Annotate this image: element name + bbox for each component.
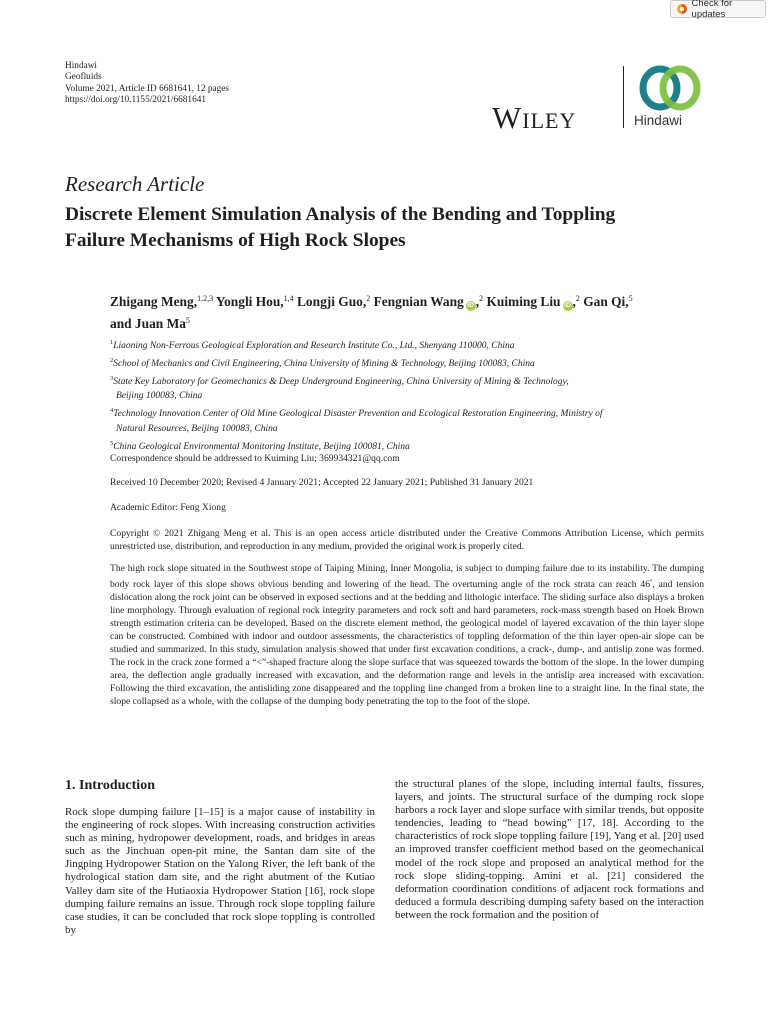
affiliation: $^3$State Key Laboratory for Geomechanics & Deep Underground Engineering, China University of Mining & Technology, <box>110 374 569 387</box>
author[interactable]: Fengnian Wang iD ,$^2$ <box>373 294 484 309</box>
orcid-icon[interactable]: iD <box>564 302 572 309</box>
copyright-notice: Copyright © 2021 Zhigang Meng et al. This is an open access article distributed under the Creative Commons Attribution License, which permits unrestricted use, distribution, and reproduction in any medium, provided the original work is properly cited. <box>110 528 704 552</box>
author[interactable]: Zhigang Meng,$^{1,2,3}$ <box>110 294 214 309</box>
publication-dates: Received 10 December 2020; Revised 4 January 2021; Accepted 22 January 2021; Published 31 January 2021 <box>110 477 534 488</box>
affiliation: $^5$China Geological Environmental Monitoring Institute, Beijing 100081, China <box>110 439 410 452</box>
academic-editor: Academic Editor: Feng Xiong <box>110 502 226 513</box>
hindawi-logo-icon <box>636 64 704 112</box>
correspondence: Correspondence should be addressed to Kuiming Liu; 369934321@qq.com <box>110 453 400 464</box>
author[interactable]: Yongli Hou,$^{1,4}$ <box>215 294 294 309</box>
article-title: Discrete Element Simulation Analysis of the Bending and Toppling Failure Mechanisms of High Rock Slopes <box>65 204 616 251</box>
article-type: Research Article <box>65 172 205 196</box>
affiliation-continuation: Natural Resources, Beijing 100083, China <box>116 423 278 434</box>
crossmark-icon <box>677 4 687 14</box>
check-for-updates-label: Check for updates <box>691 0 733 20</box>
abstract: The high rock slope situated in the Southwest stope of Taiping Mining, Inner Mongolia, is subject to dumping failure due to its instability. The dumping body rock layer of this slope shows obvious bending and lowering of the head. The overturning angle of the rock strata can reach 46°, and tension dislocation along the rock joint can be observed in exposed sections and at the bedding and lithologic interface. The sliding surface also displays a broken line morphology. Through evaluation of regional rock integrity parameters and rock soft and hard parameters, rock-mass strength based on Hoek Brown strength estimation criteria can be developed. Based on the discrete element method, the geological model of layered excavation of the thin layer slope can be constructed. Combined with indoor and outdoor assessments, the characteristics of toppling deformation of the thin layer open-air slope can be studied and summarized. In this study, simulation analysis showed that under first excavation conditions, a crack-, dump-, and antislip zone was formed. The rock in the crack zone formed a “<”-shaped fracture along the slope surface that was squeezed towards the bottom of the slope. In the lower dumping area, the deflection angle gradually increased with excavation, and the deformation range and levels in the antislip area increased with excavation. Following the third excavation, the antisliding zone disappeared and the toppling line changed from a broken line to a straight line. In the final state, the slope collapsed as a whole, with the collapse of the dumping body penetrating the top to the foot of the slope. <box>110 563 704 707</box>
journal-meta <box>65 61 229 107</box>
affiliation-continuation: Beijing 100083, China <box>116 391 203 402</box>
hindawi-logo-text: Hindawi <box>634 113 683 128</box>
section-heading: 1. Introduction <box>65 778 155 793</box>
check-for-updates-badge[interactable] <box>670 0 766 18</box>
author[interactable]: Longji Guo,$^2$ <box>297 294 371 309</box>
wiley-logo: Wiley <box>492 100 577 135</box>
author[interactable]: and Juan Ma$^5$ <box>110 315 190 331</box>
logo-divider <box>623 66 624 128</box>
affiliation: $^4$Technology Innovation Center of Old Mine Geological Disaster Prevention and Ecological Restoration Engineering, Ministry of <box>110 407 603 420</box>
affiliation: $^1$Liaoning Non-Ferrous Geological Exploration and Research Institute Co., Ltd., Shenyang 110000, China <box>110 339 515 351</box>
author[interactable]: Gan Qi,$^5$ <box>583 294 633 309</box>
body-text-left-column: Rock slope dumping failure [1–15] is a major cause of instability in the engineering of rock slopes. With increasing construction activities such as mining, hydropower development, roads, and bridges in areas such as the Jinchuan open-pit mine, the Santan dam site of the Jingping Hydropower Station on the Yalong River, the left bank of the hydrological station dam site, and the right abutment of the Kutiao Valley dam site of the Hutiaoxia Hydropower Station [16], rock slope dumping failure remains an issue. Through rock slope toppling failure case studies, it can be concluded that rock slope toppling is controlled by <box>65 806 375 936</box>
publisher-name: Hindawi <box>65 61 98 71</box>
author-list <box>110 290 710 333</box>
journal-name: Geofluids <box>65 72 102 83</box>
affiliation: $^2$School of Mechanics and Civil Engineering, China University of Mining & Technology, Beijing 100083, China <box>110 356 535 369</box>
body-text-right-column: the structural planes of the slope, including internal faults, fissures, layers, and joints. The structural surface of the dumping rock slope harbors a rock layer and slope surface with similar trends, but opposite tendencies, leading to “head bowing” [17, 18]. According to the characteristics of rock slope toppling failure [19], Yang et al. [20] used an improved transfer coefficient method based on the geomechanical model of the rock slope and proposed an analytical method for the rock slope sliding-topping. Amini et al. [21] considered the deformation coordination conditions of adjacent rock formations and deduced a formula describing dumping safety based on the interaction between the rock formation and the position of <box>395 778 704 921</box>
orcid-icon[interactable]: iD <box>467 302 475 309</box>
author[interactable]: Kuiming Liu iD ,$^2$ <box>486 294 580 309</box>
volume-line: Volume 2021, Article ID 6681641, 12 pages <box>65 83 230 94</box>
affiliations <box>110 336 700 455</box>
doi-link[interactable]: https://doi.org/10.1155/2021/6681641 <box>65 95 207 106</box>
